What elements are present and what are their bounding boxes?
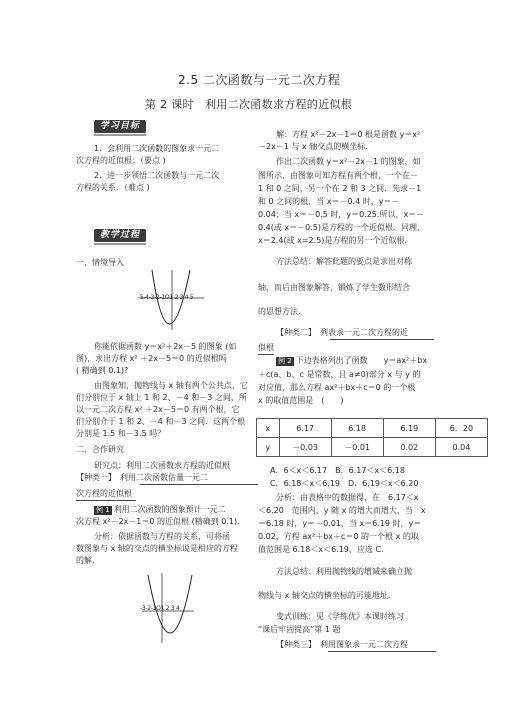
analysis-2b: ＜6.20 范围内，y 随 x 的增大而增大，当 x: [258, 506, 426, 515]
page-title: 2.5 二次函数与一元二次方程: [178, 73, 341, 87]
goal-2a: 2．进一步领悟二次函数与一元二次: [94, 171, 220, 180]
practice-2: “课后牢固提高”第 1 题: [258, 625, 341, 634]
table-cell: －0.01: [331, 438, 383, 457]
table-cell: 6.19: [383, 419, 435, 438]
table-cell: 6．20: [435, 419, 487, 438]
graph-2-ticks: -3-2-1O1 2 3 4: [140, 605, 180, 612]
kind-2a: 【种类二】 列表求一元二次方程的近: [276, 328, 408, 337]
analysis-1a: 分析：依据函数与方程的关系，可将函: [94, 532, 230, 541]
table-cell: y: [257, 438, 280, 457]
analysis-2d: 0.02，方程 ax²＋bx＋c＝0 的一个根 x 的取: [258, 532, 419, 541]
option-ab: A．6＜x＜6.17 B．6.17＜x＜6.18: [270, 466, 405, 475]
intro-p1b: 图)，求出方程 x² ＋2x－5＝0 的近似根吗: [76, 354, 227, 363]
analysis-1c: 的解.: [76, 556, 95, 565]
example-1b: 次方程 x²－2x－1＝0 的近似根 (精确到 0.1)．: [76, 517, 246, 526]
solution-6: 和 0 之间的根，当 x＝－0.4 时，y＝－: [258, 197, 400, 206]
table-row-y: [257, 438, 488, 457]
table-cell: －0.03: [279, 438, 331, 457]
analysis-2c: ＝6.18 时，y＝－0.01，当 x＝6.19 时，y＝: [258, 519, 422, 528]
example-2d: x 的取值范围是 ( ): [258, 396, 344, 405]
table-cell: 6.18: [331, 419, 383, 438]
example-1a: 例 1 利用二次函数的图象预计一元二: [96, 505, 226, 514]
table-cell: x: [257, 419, 280, 438]
solution-8: 0.4(或 x＝－0.5)是方程的一个近似根．同理，: [258, 223, 425, 232]
values-table: [256, 418, 488, 457]
learning-goals-banner: 学习目标: [94, 120, 146, 133]
summary-2b: 物线与 x 轴交点的横坐标的可能地址．: [258, 591, 396, 600]
table-cell: 6.17: [279, 419, 331, 438]
example-2-tag: 例 2: [278, 357, 292, 365]
example-2c: 对应值，那么方程 ax²＋bx＋c＝0 的一个根: [258, 383, 416, 392]
kind-3: 【种类三】 利用图象求一元二次方程: [276, 640, 408, 649]
summary-1a: 方法总结：解答此题的要点是求出对称: [276, 257, 412, 266]
kind-1b: 次方程的近似根: [76, 489, 132, 498]
goal-2b: 方程的关系．（难点 ): [76, 183, 150, 192]
solution-5: 1 和 0 之间，另一个在 2 和 3 之间．先求－1: [258, 184, 422, 193]
intro-p1a: 你能依据函数 y＝x²＋2x－5 的图象 (如: [94, 342, 237, 351]
analysis-2e: 值范围是 6.18＜x＜6.19，应选 C.: [258, 545, 384, 554]
kind-2b: 似根: [258, 343, 274, 352]
solution-7: 0.04；当 x＝－0.5 时，y＝0.25.所以，x＝－: [258, 210, 425, 219]
intro-p2c: 以一元二次方程 x² ＋2x－5＝0 有两个根，它: [76, 405, 240, 414]
intro-p2e: 分别是 1.5 和－3.5 吗？: [76, 429, 166, 438]
goal-1a: 1．会利用二次函数的图象求一元二: [94, 144, 220, 153]
solution-2: －2x－1 与 x 轴交点的横坐标.: [258, 142, 368, 151]
summary-1b: 轴，而后由图象解答，锻炼了学生数形结合: [258, 283, 410, 292]
goal-1b: 次方程的近似根；（要点 ): [76, 156, 166, 165]
table-row-x: [257, 419, 488, 438]
section-intro: 一、情境导入: [76, 258, 124, 267]
intro-p2a: 由图象知，抛物线与 x 轴有两个公共点，它: [94, 381, 248, 390]
solution-4: 图所示，由图象可知方程有两个根，一个在－: [258, 171, 418, 180]
table-cell: 0.04: [435, 438, 487, 457]
option-cd: C．6.18＜x＜6.19 D．6.19＜x＜6.20: [270, 479, 419, 488]
solution-9: x＝2.4(或 x=2.5)是方程的另一个近似根.: [258, 236, 407, 245]
analysis-2a: 分析：由表格中的数据得，在 6.17＜x: [276, 493, 419, 502]
research-point: 研究点：利用二次函数求方程的近似根: [94, 461, 230, 470]
intro-p2b: 们分别位于 x 轴上 1 和 2、－4 和－3 之间，所: [76, 393, 247, 402]
example-2a: 例 2 下边表格列出了函数 y＝ax²＋bx: [278, 356, 428, 365]
table-cell: 0.02: [383, 438, 435, 457]
analysis-1b: 数图象与 x 轴的交点的横坐标说是相应的方程: [76, 544, 238, 553]
summary-2a: 方法总结：利用抛物线的增减来确立抛: [276, 567, 412, 576]
example-1-tag: 例 1: [96, 506, 110, 514]
intro-p2d: 们分别介于 1 和 2、－4 和－3 之间．这两个根: [76, 417, 246, 426]
example-2b: ＋c(a、b、c 是常数，且 a≠0)部分 x 与 y 的: [258, 370, 421, 379]
practice-1: 变式训练：见《学练优》本课时练习: [276, 612, 404, 621]
teaching-process-banner: 教学过程: [94, 229, 146, 242]
intro-p1c: ( 精确到 0.1)?: [76, 366, 129, 375]
solution-1: 解：方程 x²－2x－1＝0 根是函数 y＝x²: [276, 130, 421, 139]
section-cooperate: 二、合作研究: [76, 445, 124, 454]
solution-3: 作出二次函数 y＝x²－2x－1 的图象，如: [276, 157, 421, 166]
summary-1c: 的思想方法．: [258, 307, 306, 316]
page-subtitle: 第 2 课时 利用二次函数求方程的近似根: [145, 98, 352, 111]
kind-1a: 【种类一】 利用二次函数估量一元二: [76, 473, 208, 482]
graph-1-ticks: -5-4-3-2-1O1 2 3 4 5: [138, 294, 194, 301]
